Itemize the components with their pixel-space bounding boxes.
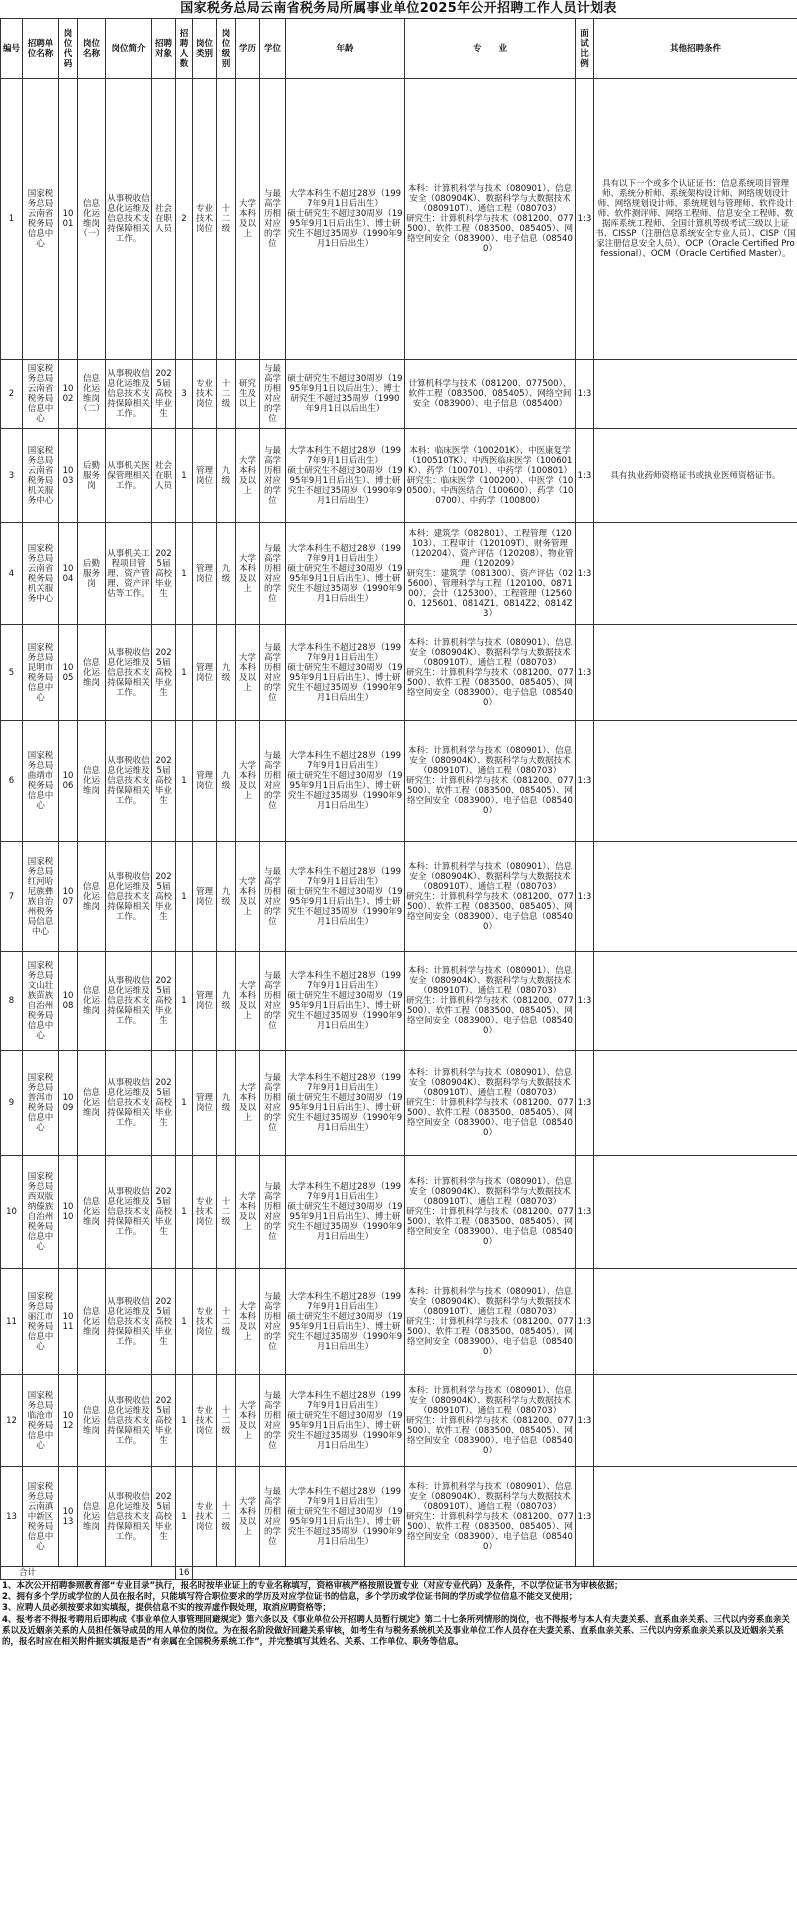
- cell-level: 九级: [217, 523, 236, 625]
- cell-unit: 国家税务总局云南省税务局机关服务中心: [23, 429, 59, 523]
- major-line: 本科：计算机科学与技术（080901）、信息安全（080904K）、数据科学与大数据技术（080910T）、通信工程（080703）: [407, 637, 573, 668]
- cell-category: 专业技术岗位: [193, 1375, 217, 1467]
- cell-target: 社会在职人员: [152, 79, 176, 360]
- total-num: 16: [176, 1567, 193, 1580]
- age-line: 大学本科生不超过28岁（1997年9月1日后出生）: [288, 445, 402, 466]
- cell-age: [286, 1156, 405, 1269]
- cell-ratio: 1:3: [576, 1269, 594, 1375]
- cell-other: [594, 1156, 797, 1269]
- cell-no: 3: [1, 429, 23, 523]
- major-line: 研究生：计算机科学与技术（081200、077500）、软件工程（083500、085405）、网络空间安全（083900）、电子信息（085400）: [406, 1511, 574, 1552]
- cell-code: 1010: [59, 1156, 78, 1269]
- cell-post: 后勤服务岗: [78, 523, 106, 625]
- cell-age: [286, 1269, 405, 1375]
- major-line: 本科：临床医学（100201K）、中医康复学（100510TK）、中西医临床医学（100601K）、药学（100701）、中药学（100801）: [407, 445, 573, 476]
- cell-degree: 与最高学历相对应的学位: [260, 721, 286, 842]
- table-row: [1, 721, 797, 842]
- cell-ratio: 1:3: [576, 952, 594, 1051]
- header-num: 招聘人数: [176, 19, 193, 79]
- major-line: 本科：计算机科学与技术（080901）、信息安全（080904K）、数据科学与大数据技术（080910T）、通信工程（080703）: [407, 184, 573, 214]
- age-line: 大学本科生不超过28岁（1997年9月1日后出生）: [288, 1486, 402, 1507]
- cell-category: 专业技术岗位: [193, 1467, 217, 1567]
- major-line: 研究生：计算机科学与技术（081200、077500）、软件工程（083500、085405）、网络空间安全（083900）、电子信息（085400）: [406, 667, 574, 708]
- cell-age: [286, 952, 405, 1051]
- cell-unit: 国家税务总局云南省税务局信息中心: [23, 360, 59, 429]
- cell-level: 十二级: [217, 79, 236, 360]
- header-level: 岗位级别: [217, 19, 236, 79]
- cell-level: 十二级: [217, 1269, 236, 1375]
- cell-intro: 从事税收信息化运维及信息技术支持保障相关工作。: [106, 1051, 152, 1156]
- age-line: 硕士研究生不超过30周岁（1995年9月1日后出生）、博士研究生不超过35周岁（1990年9月1日后出生）: [287, 465, 403, 506]
- cell-other: [594, 842, 797, 952]
- cell-target: 2025届高校毕业生: [152, 1051, 176, 1156]
- age-line: 硕士研究生不超过30周岁（1995年9月1日后出生）、博士研究生不超过35周岁（1990年9月1日后出生）: [287, 209, 403, 249]
- cell-edu: 大学本科及以上: [236, 842, 260, 952]
- cell-target: 2025届高校毕业生: [152, 1269, 176, 1375]
- page-title: 国家税务总局云南省税务局所属事业单位2025年公开招聘工作人员计划表: [180, 1, 617, 16]
- cell-unit: 国家税务总局昆明市税务局信息中心: [23, 625, 59, 721]
- cell-num: 1: [176, 429, 193, 523]
- age-line: 硕士研究生不超过30周岁（1995年9月1日后出生）、博士研究生不超过35周岁（1990年9月1日后出生）: [287, 1506, 403, 1547]
- table-header-row: [1, 19, 797, 79]
- header-degree: 学位: [260, 19, 286, 79]
- table-row: [1, 1051, 797, 1156]
- cell-no: 10: [1, 1156, 23, 1269]
- cell-major: [405, 79, 576, 360]
- cell-intro: 从事税收信息化运维及信息技术支持保障相关工作。: [106, 1269, 152, 1375]
- table-row: [1, 952, 797, 1051]
- table-row: [1, 1269, 797, 1375]
- cell-age: [286, 1051, 405, 1156]
- cell-code: 1013: [59, 1467, 78, 1567]
- cell-edu: 大学本科及以上: [236, 1156, 260, 1269]
- cell-code: 1012: [59, 1375, 78, 1467]
- header-no: 编号: [1, 19, 23, 79]
- header-target: 招聘对象: [152, 19, 176, 79]
- cell-ratio: 1:3: [576, 721, 594, 842]
- major-line: 研究生：计算机科学与技术（081200、077500）、软件工程（083500、085405）、网络空间安全（083900）、电子信息（085400）: [406, 1207, 574, 1247]
- table-row: [1, 429, 797, 523]
- age-line: 大学本科生不超过28岁（1997年9月1日后出生）: [288, 1073, 402, 1093]
- cell-unit: 国家税务总局丽江市税务局信息中心: [23, 1269, 59, 1375]
- major-line: 本科：计算机科学与技术（080901）、信息安全（080904K）、数据科学与大数据技术（080910T）、通信工程（080703）: [407, 1481, 573, 1512]
- cell-intro: 从事机关工程项目管理、资产管理、资产评估等工作。: [106, 523, 152, 625]
- cell-unit: 国家税务总局云南滇中新区税务局信息中心: [23, 1467, 59, 1567]
- age-line: 硕士研究生不超过30周岁（1995年9月1日后出生）、博士研究生不超过35周岁（1990年9月1日后出生）: [287, 886, 403, 927]
- cell-other: [594, 952, 797, 1051]
- cell-level: 九级: [217, 842, 236, 952]
- cell-level: 十二级: [217, 1467, 236, 1567]
- major-line: 本科：计算机科学与技术（080901）、信息安全（080904K）、数据科学与大数据技术（080910T）、通信工程（080703）: [407, 1177, 573, 1207]
- cell-major: [405, 360, 576, 429]
- cell-category: 管理岗位: [193, 721, 217, 842]
- cell-degree: 与最高学历相对应的学位: [260, 1269, 286, 1375]
- cell-unit: 国家税务总局曲靖市税务局信息中心: [23, 721, 59, 842]
- cell-other: [594, 360, 797, 429]
- cell-age: [286, 842, 405, 952]
- cell-post: 信息化运维岗: [78, 1051, 106, 1156]
- cell-major: [405, 721, 576, 842]
- cell-no: 12: [1, 1375, 23, 1467]
- cell-major: [405, 1467, 576, 1567]
- cell-edu: 大学本科及以上: [236, 1269, 260, 1375]
- age-line: 硕士研究生不超过30周岁（1995年9月1日以后出生）、博士研究生不超过35周岁（1990年9月1日以后出生）: [287, 374, 403, 414]
- age-line: 大学本科生不超过28岁（1997年9月1日后出生）: [288, 543, 402, 564]
- cell-edu: 大学本科及以上: [236, 1467, 260, 1567]
- major-line: 本科：计算机科学与技术（080901）、信息安全（080904K）、数据科学与大数据技术（080910T）、通信工程（080703）: [407, 1286, 573, 1317]
- cell-intro: 从事税收信息化运维及信息技术支持保障相关工作。: [106, 79, 152, 360]
- cell-category: 专业技术岗位: [193, 79, 217, 360]
- cell-unit: 国家税务总局普洱市税务局信息中心: [23, 1051, 59, 1156]
- cell-unit: 国家税务总局西双版纳傣族自治州税务局信息中心: [23, 1156, 59, 1269]
- cell-ratio: 1:3: [576, 523, 594, 625]
- table-row: [1, 1467, 797, 1567]
- cell-unit: 国家税务总局红河哈尼族彝族自治州税务局信息中心: [23, 842, 59, 952]
- cell-edu: 大学本科及以上: [236, 952, 260, 1051]
- cell-num: 1: [176, 952, 193, 1051]
- header-intro: 岗位简介: [106, 19, 152, 79]
- cell-code: 1009: [59, 1051, 78, 1156]
- header-category: 岗位类别: [193, 19, 217, 79]
- cell-intro: 从事税收信息化运维及信息技术支持保障相关工作。: [106, 721, 152, 842]
- cell-age: [286, 1467, 405, 1567]
- cell-major: [405, 429, 576, 523]
- header-other: 其他招聘条件: [594, 19, 797, 79]
- cell-edu: 大学本科及以上: [236, 625, 260, 721]
- notes-section: [0, 1580, 797, 1648]
- age-line: 硕士研究生不超过30周岁（1995年9月1日后出生）、博士研究生不超过35周岁（1990年9月1日后出生）: [287, 563, 403, 604]
- cell-other: [594, 1375, 797, 1467]
- cell-intro: 从事税收信息化运维及信息技术支持保障相关工作。: [106, 1156, 152, 1269]
- cell-post: 信息化运维岗: [78, 1467, 106, 1567]
- cell-other: [594, 1467, 797, 1567]
- cell-degree: 与最高学历相对应的学位: [260, 1051, 286, 1156]
- major-line: 本科：计算机科学与技术（080901）、信息安全（080904K）、数据科学与大数据技术（080910T）、通信工程（080703）: [407, 746, 573, 776]
- cell-no: 11: [1, 1269, 23, 1375]
- major-line: 研究生：计算机科学与技术（081200、077500）、软件工程（083500、085405）、网络空间安全（083900）、电子信息（085400）: [406, 1415, 574, 1456]
- cell-num: 1: [176, 1051, 193, 1156]
- age-line: 大学本科生不超过28岁（1997年9月1日后出生）: [288, 1390, 402, 1411]
- cell-intro: 从事税收信息化运维及信息技术支持保障相关工作。: [106, 625, 152, 721]
- cell-other: [594, 1051, 797, 1156]
- cell-code: 1011: [59, 1269, 78, 1375]
- cell-target: 社会在职人员: [152, 429, 176, 523]
- cell-category: 专业技术岗位: [193, 1156, 217, 1269]
- major-line: 研究生：建筑学（081300）、资产评估（025600）、管理科学与工程（120100、087100）、会计（125300）、工程管理（125600、125601、0814Z1、0814Z2、0814Z3）: [406, 568, 574, 619]
- cell-num: 1: [176, 1375, 193, 1467]
- age-line: 硕士研究生不超过30周岁（1995年9月1日后出生）、博士研究生不超过35周岁（1990年9月1日后出生）: [287, 991, 403, 1031]
- cell-target: 2025届高校毕业生: [152, 523, 176, 625]
- cell-no: 7: [1, 842, 23, 952]
- age-line: 大学本科生不超过28岁（1997年9月1日后出生）: [288, 1291, 402, 1312]
- cell-unit: 国家税务总局云南省税务局信息中心: [23, 79, 59, 360]
- age-line: 大学本科生不超过28岁（1997年9月1日后出生）: [288, 189, 402, 209]
- age-line: 大学本科生不超过28岁（1997年9月1日后出生）: [288, 642, 402, 663]
- major-line: 本科：建筑学（082801）、工程管理（120103）、工程审计（120109T）、财务管理（120204）、资产评估（120208）、物业管理（120209）: [406, 528, 574, 569]
- major-line: 本科：计算机科学与技术（080901）、信息安全（080904K）、数据科学与大数据技术（080910T）、通信工程（080703）: [407, 1385, 573, 1416]
- major-line: 研究生：计算机科学与技术（081200、077500）、软件工程（083500、085405）、网络空间安全（083900）、电子信息（085400）: [406, 214, 574, 254]
- cell-other: 具有执业药师资格证书或执业医师资格证书。: [594, 429, 797, 523]
- cell-age: [286, 360, 405, 429]
- table-row: [1, 1156, 797, 1269]
- cell-code: 1002: [59, 360, 78, 429]
- cell-age: [286, 79, 405, 360]
- cell-code: 1001: [59, 79, 78, 360]
- header-post: 岗位名称: [78, 19, 106, 79]
- cell-degree: 与最高学历相对应的学位: [260, 952, 286, 1051]
- total-label: 合计: [1, 1567, 176, 1580]
- cell-category: 专业技术岗位: [193, 360, 217, 429]
- cell-intro: 从事税收信息化运维及信息技术支持保障相关工作。: [106, 1375, 152, 1467]
- cell-post: 信息化运维岗: [78, 721, 106, 842]
- cell-major: [405, 1051, 576, 1156]
- cell-target: 2025届高校毕业生: [152, 1156, 176, 1269]
- cell-no: 2: [1, 360, 23, 429]
- cell-other: [594, 1269, 797, 1375]
- cell-intro: 从事税收信息化运维及信息技术支持保障相关工作。: [106, 842, 152, 952]
- cell-age: [286, 429, 405, 523]
- cell-no: 9: [1, 1051, 23, 1156]
- cell-unit: 国家税务总局文山壮族苗族自治州税务局信息中心: [23, 952, 59, 1051]
- cell-major: [405, 1375, 576, 1467]
- cell-level: 九级: [217, 952, 236, 1051]
- header-age: 年龄: [286, 19, 405, 79]
- age-line: 硕士研究生不超过30周岁（1995年9月1日后出生）、博士研究生不超过35周岁（1990年9月1日后出生）: [287, 1410, 403, 1451]
- cell-code: 1006: [59, 721, 78, 842]
- recruitment-plan-table: [0, 18, 797, 1580]
- cell-ratio: 1:3: [576, 1051, 594, 1156]
- table-row: [1, 360, 797, 429]
- cell-target: 2025届高校毕业生: [152, 721, 176, 842]
- cell-post: 信息化运维岗: [78, 1156, 106, 1269]
- cell-target: 2025届高校毕业生: [152, 625, 176, 721]
- cell-ratio: 1:3: [576, 842, 594, 952]
- age-line: 大学本科生不超过28岁（1997年9月1日后出生）: [288, 1182, 402, 1202]
- cell-num: 1: [176, 625, 193, 721]
- cell-other: [594, 625, 797, 721]
- cell-code: 1004: [59, 523, 78, 625]
- cell-post: 信息化运维岗: [78, 952, 106, 1051]
- header-unit: 招聘单位名称: [23, 19, 59, 79]
- cell-intro: 从事机关医保管理相关工作。: [106, 429, 152, 523]
- age-line: 硕士研究生不超过30周岁（1995年9月1日后出生）、博士研究生不超过35周岁（1990年9月1日后出生）: [287, 662, 403, 703]
- major-line: 计算机科学与技术（081200、077500）、软件工程（083500、085405）、网络空间安全（083900）、电子信息（085400）: [408, 379, 572, 409]
- note-item: 3、应聘人员必须按要求如实填报，提供信息不实的按弄虚作假处理，取消应聘资格等；: [2, 1603, 331, 1614]
- cell-num: 2: [176, 79, 193, 360]
- cell-degree: 与最高学历相对应的学位: [260, 1156, 286, 1269]
- cell-age: [286, 1375, 405, 1467]
- cell-level: 九级: [217, 721, 236, 842]
- cell-target: 2025届高校毕业生: [152, 1467, 176, 1567]
- cell-level: 九级: [217, 625, 236, 721]
- age-line: 大学本科生不超过28岁（1997年9月1日后出生）: [288, 866, 402, 887]
- major-line: 研究生：计算机科学与技术（081200、077500）、软件工程（083500、085405）、网络空间安全（083900）、电子信息（085400）: [406, 776, 574, 816]
- cell-post: 信息化运维岗: [78, 625, 106, 721]
- cell-no: 1: [1, 79, 23, 360]
- cell-no: 4: [1, 523, 23, 625]
- cell-other: 具有以下一个或多个认证证书：信息系统项目管理师、系统分析师、系统架构设计师、网络规划设计师、网络规划设计师、系统规划与管理师、软件设计师、软件测评师、网络工程师、信息安全工程师、数据库系统工程师、全国计算机等级考试三级以上证书、CISSP（注册信息系统安全专业人员）、CISP（国家注册信息安全人员）、OCP（Oracle Certified Professional）、OCM（Oracle Certified Master）。: [594, 79, 797, 360]
- age-line: 硕士研究生不超过30周岁（1995年9月1日后出生）、博士研究生不超过35周岁（1990年9月1日后出生）: [287, 771, 403, 811]
- cell-edu: 大学本科及以上: [236, 1375, 260, 1467]
- cell-degree: 与最高学历相对应的学位: [260, 429, 286, 523]
- cell-edu: 研究生及以上: [236, 360, 260, 429]
- table-body: [1, 79, 797, 1580]
- cell-level: 十二级: [217, 360, 236, 429]
- cell-post: 信息化运维岗: [78, 842, 106, 952]
- major-line: 本科：计算机科学与技术（080901）、信息安全（080904K）、数据科学与大数据技术（080910T）、通信工程（080703）: [407, 1068, 573, 1098]
- age-line: 大学本科生不超过28岁（1997年9月1日后出生）: [288, 751, 402, 771]
- age-line: 硕士研究生不超过30周岁（1995年9月1日后出生）、博士研究生不超过35周岁（1990年9月1日后出生）: [287, 1311, 403, 1352]
- cell-category: 专业技术岗位: [193, 1269, 217, 1375]
- cell-num: 1: [176, 1269, 193, 1375]
- cell-level: 十二级: [217, 1375, 236, 1467]
- major-line: 研究生：计算机科学与技术（081200、077500）、软件工程（083500、085405）、网络空间安全（083900）、电子信息（085400）: [406, 1316, 574, 1357]
- cell-no: 13: [1, 1467, 23, 1567]
- cell-post: 信息化运维岗（一）: [78, 79, 106, 360]
- cell-edu: 大学本科及以上: [236, 523, 260, 625]
- table-row: [1, 625, 797, 721]
- cell-post: 信息化运维岗: [78, 1269, 106, 1375]
- cell-code: 1008: [59, 952, 78, 1051]
- total-blank: [193, 1567, 797, 1580]
- note-item: 2、拥有多个学历或学位的人员在报名时，只能填写符合职位要求的学历及对应学位证书的信息，多个学历或学位证书间的学历或学位信息不能交叉使用；: [2, 1592, 578, 1603]
- cell-num: 1: [176, 842, 193, 952]
- cell-num: 1: [176, 1156, 193, 1269]
- cell-category: 管理岗位: [193, 842, 217, 952]
- cell-edu: 大学本科及以上: [236, 429, 260, 523]
- cell-category: 管理岗位: [193, 429, 217, 523]
- cell-code: 1003: [59, 429, 78, 523]
- cell-post: 后勤服务岗: [78, 429, 106, 523]
- cell-age: [286, 625, 405, 721]
- cell-edu: 大学本科及以上: [236, 79, 260, 360]
- cell-major: [405, 523, 576, 625]
- cell-target: 2025届高校毕业生: [152, 1375, 176, 1467]
- cell-category: 管理岗位: [193, 523, 217, 625]
- cell-intro: 从事税收信息化运维及信息技术支持保障相关工作。: [106, 360, 152, 429]
- note-item: 1、本次公开招聘参照教育部“专业目录”执行，报名时按毕业证上的专业名称填写，资格审核严格按照设置专业（对应专业代码）及条件，不以学位证书为审核依据；: [2, 1581, 623, 1591]
- age-line: 硕士研究生不超过30周岁（1995年9月1日后出生）、博士研究生不超过35周岁（1990年9月1日后出生）: [287, 1202, 403, 1242]
- cell-major: [405, 1269, 576, 1375]
- cell-other: [594, 721, 797, 842]
- cell-ratio: 1:3: [576, 625, 594, 721]
- cell-category: 管理岗位: [193, 1051, 217, 1156]
- cell-num: 3: [176, 360, 193, 429]
- major-line: 研究生：计算机科学与技术（081200、077500）、软件工程（083500、085405）、网络空间安全（083900）、电子信息（085400）: [406, 1098, 574, 1138]
- cell-target: 2025届高校毕业生: [152, 842, 176, 952]
- major-line: 本科：计算机科学与技术（080901）、信息安全（080904K）、数据科学与大数据技术（080910T）、通信工程（080703）: [407, 861, 573, 892]
- header-code: 岗位代码: [59, 19, 78, 79]
- cell-intro: 从事税收信息化运维及信息技术支持保障相关工作。: [106, 1467, 152, 1567]
- major-line: 本科：计算机科学与技术（080901）、信息安全（080904K）、数据科学与大数据技术（080910T）、通信工程（080703）: [407, 966, 573, 996]
- cell-degree: 与最高学历相对应的学位: [260, 842, 286, 952]
- cell-ratio: 1:3: [576, 79, 594, 360]
- cell-age: [286, 523, 405, 625]
- cell-other: [594, 523, 797, 625]
- cell-intro: 从事税收信息化运维及信息技术支持保障相关工作。: [106, 952, 152, 1051]
- cell-level: 九级: [217, 429, 236, 523]
- cell-level: 九级: [217, 1051, 236, 1156]
- table-row: [1, 523, 797, 625]
- cell-level: 十二级: [217, 1156, 236, 1269]
- cell-ratio: 1:3: [576, 1156, 594, 1269]
- cell-degree: 与最高学历相对应的学位: [260, 1467, 286, 1567]
- major-line: 研究生：计算机科学与技术（081200、077500）、软件工程（083500、085405）、网络空间安全（083900）、电子信息（085400）: [406, 996, 574, 1036]
- cell-unit: 国家税务总局临沧市税务局信息中心: [23, 1375, 59, 1467]
- cell-age: [286, 721, 405, 842]
- header-major: 专 业: [405, 19, 576, 79]
- header-ratio: 面试比例: [576, 19, 594, 79]
- cell-no: 5: [1, 625, 23, 721]
- cell-major: [405, 1156, 576, 1269]
- cell-target: 2025届高校毕业生: [152, 952, 176, 1051]
- age-line: 硕士研究生不超过30周岁（1995年9月1日后出生）、博士研究生不超过35周岁（1990年9月1日后出生）: [287, 1093, 403, 1133]
- major-line: 研究生：计算机科学与技术（081200、077500）、软件工程（083500、085405）、网络空间安全（083900）、电子信息（085400）: [406, 891, 574, 932]
- cell-category: 管理岗位: [193, 625, 217, 721]
- cell-post: 信息化运维岗: [78, 1375, 106, 1467]
- cell-num: 1: [176, 523, 193, 625]
- cell-ratio: 1:3: [576, 1375, 594, 1467]
- cell-target: 2025届高校毕业生: [152, 360, 176, 429]
- cell-edu: 大学本科及以上: [236, 1051, 260, 1156]
- cell-degree: 与最高学历相对应的学位: [260, 79, 286, 360]
- cell-num: 1: [176, 721, 193, 842]
- cell-edu: 大学本科及以上: [236, 721, 260, 842]
- cell-degree: 与最高学历相对应的学位: [260, 625, 286, 721]
- cell-major: [405, 842, 576, 952]
- cell-ratio: 1:3: [576, 1467, 594, 1567]
- cell-no: 8: [1, 952, 23, 1051]
- cell-degree: 与最高学历相对应的学位: [260, 1375, 286, 1467]
- major-line: 研究生：临床医学（100200）、中医学（100500）、中西医结合（100600）、药学（100700）、中药学（100800）: [406, 475, 574, 506]
- cell-category: 管理岗位: [193, 952, 217, 1051]
- cell-major: [405, 625, 576, 721]
- cell-code: 1005: [59, 625, 78, 721]
- cell-code: 1007: [59, 842, 78, 952]
- cell-unit: 国家税务总局云南省税务局机关服务中心: [23, 523, 59, 625]
- cell-ratio: 1:3: [576, 360, 594, 429]
- cell-no: 6: [1, 721, 23, 842]
- age-line: 大学本科生不超过28岁（1997年9月1日后出生）: [288, 971, 402, 991]
- table-row: [1, 79, 797, 360]
- cell-degree: 与最高学历相对应的学位: [260, 523, 286, 625]
- table-row: [1, 1375, 797, 1467]
- cell-major: [405, 952, 576, 1051]
- cell-post: 信息化运维岗（二）: [78, 360, 106, 429]
- total-row: [1, 1567, 797, 1580]
- cell-degree: 与最高学历相对应的学位: [260, 360, 286, 429]
- cell-num: 1: [176, 1467, 193, 1567]
- table-row: [1, 842, 797, 952]
- note-item: 4、报考者不得报考聘用后即构成《事业单位人事管理回避规定》第六条以及《事业单位公开招聘人员暂行规定》第二十七条所列情形的岗位，也不得报考与本人有夫妻关系、直系血亲关系、三代以内旁系血亲关系以及近姻亲关系的人员担任领导成员的用人单位的岗位。为在报名阶段做好回避关系审核，如考生有与税务系统机关及事业单位工作人员存在夫妻关系、直系血亲关系、三代以内旁系血亲关系以及近姻亲关系的，报名时应在相关附件据实填报是否“有亲属在全国税务系统工作”，并完整填写其姓名、关系、工作单位、职务等信息。: [2, 1614, 790, 1648]
- cell-ratio: 1:3: [576, 429, 594, 523]
- header-edu: 学历: [236, 19, 260, 79]
